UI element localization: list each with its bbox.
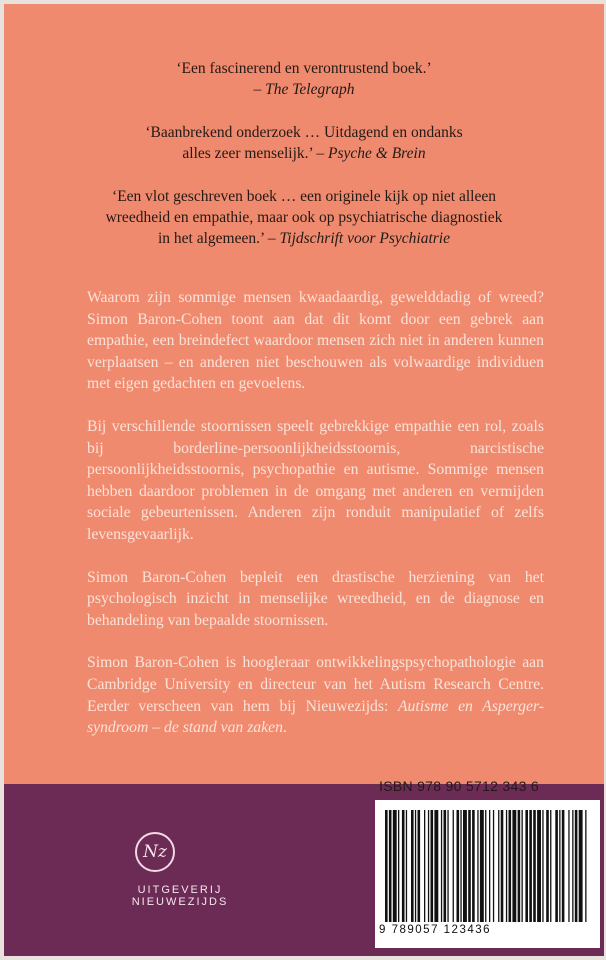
barcode-bar: [431, 810, 434, 922]
barcode-bar: [434, 810, 438, 922]
barcode-bar: [493, 810, 494, 922]
barcode-bar: [406, 810, 407, 922]
barcode-bar: [568, 810, 569, 922]
barcode-bar: [418, 810, 421, 922]
barcode-bar: [575, 810, 578, 922]
author-bio: Simon Baron-Cohen is hoogleraar ontwikkelingspsychopathologie aan Cambridge University en directeur van het Autism Research Centre. Eerder verscheen van hem bij Nieuwezijds: Autisme en Asperger-syndroom – de stand van zaken.: [87, 654, 544, 737]
barcode-bar: [542, 810, 543, 922]
quote-text: ‘Baanbrekend onderzoek … Uitdagend en ondanks: [145, 124, 463, 141]
quote-text: ‘Een fascinerend en verontrustend boek.’: [176, 60, 432, 77]
barcode-bar: [460, 810, 461, 922]
barcode-bar: [522, 810, 523, 922]
barcode-bar: [402, 810, 405, 922]
barcode-bar: [447, 810, 448, 922]
barcode-bar: [480, 810, 484, 922]
barcode-bar: [512, 810, 516, 922]
book-title-reference: Autisme en Asperger-syndroom – de stand van zaken: [87, 697, 544, 737]
description-paragraph: Simon Baron-Cohen bepleit een drastische herziening van het psychologisch inzicht in menselijke wreedheid, en de diagnose en behandeling van bepaalde stoornissen.: [87, 568, 544, 629]
barcode-bar: [501, 810, 504, 922]
barcode-bar: [498, 810, 499, 922]
barcode-bar: [457, 810, 460, 922]
barcode-bar: [441, 810, 442, 922]
barcode-bar: [518, 810, 521, 922]
barcode-bar: [453, 810, 454, 922]
barcode-bar: [506, 810, 507, 922]
barcode-bar: [472, 810, 475, 922]
quote-text: ‘Een vlot geschreven boek … een originele kijk op niet alleen: [112, 188, 496, 205]
publisher-logo-icon: Nz: [135, 832, 175, 872]
barcode-bar: [489, 810, 490, 922]
quote-tijdschrift: ‘Een vlot geschreven boek … een originele kijk op niet alleen wreedheid en empathie, maar ook op psychiatrische diagnostiek in het algemeen.’ – Tijdschrift voor Psychiatrie: [4, 186, 604, 249]
barcode-bar: [525, 810, 528, 922]
barcode-bar: [477, 810, 478, 922]
quote-source: The Telegraph: [265, 81, 355, 98]
barcode-bar: [562, 810, 565, 922]
quote-psyche-brein: ‘Baanbrekend onderzoek … Uitdagend en ondanks alles zeer menselijk.’ – Psyche & Brein: [4, 122, 604, 164]
barcode-bar: [415, 810, 416, 922]
description-paragraph: Bij verschillende stoornissen speelt gebrekkige empathie een rol, zoals bij borderline-persoonlijkheidsstoornis, narcistische persoonlijkheidsstoornis, psychopathie en autisme. Sommige mensen hebben daardoor problemen in de omgang met anderen en vermijden sociale gebeurtenissen. Anderen zijn ronduit manipulatief of zelfs levensgevaarlijk.: [87, 417, 544, 543]
quote-telegraph: ‘Een fascinerend en verontrustend boek.’ – The Telegraph: [4, 58, 604, 100]
barcode-bar: [428, 810, 429, 922]
barcode-bar: [546, 810, 549, 922]
barcode-bar: [509, 810, 512, 922]
quote-text: wreedheid en empathie, maar ook op psychiatrische diagnostiek: [105, 209, 503, 226]
barcode-bar: [463, 810, 467, 922]
barcode-bar: [444, 810, 447, 922]
barcode-bar: [393, 810, 397, 922]
isbn-label: ISBN 978 90 5712 343 6: [379, 778, 539, 794]
barcode-bar: [572, 810, 573, 922]
barcode-digits: 9 789057 123436: [379, 924, 492, 936]
barcode-bar: [579, 810, 583, 922]
barcode-bar: [555, 810, 558, 922]
quote-source: Psyche & Brein: [328, 145, 426, 162]
barcode-bar: [398, 810, 399, 922]
book-description: [87, 287, 544, 760]
barcode-bar: [537, 810, 541, 922]
barcode-bar: [411, 810, 414, 922]
barcode-bar: [529, 810, 532, 922]
barcode-bar: [424, 810, 425, 922]
description-paragraph: Waarom zijn sommige mensen kwaadaardig, gewelddadig of wreed? Simon Baron-Cohen toont aan dat dit komt door een gebrek aan empathie, een breindefect waardoor mensen zich niet in anderen kunnen verplaatsen – en anderen niet beschouwen als volwaardige individuen met eigen gedachten en gevoelens.: [87, 289, 544, 393]
barcode-bar: [485, 810, 486, 922]
publisher-name: UITGEVERIJ NIEUWEZIJDS: [131, 884, 229, 908]
quote-source: Tijdschrift voor Psychiatrie: [279, 230, 450, 247]
barcode-bar: [585, 810, 586, 922]
barcode-icon: [383, 810, 591, 922]
review-quotes: [4, 58, 604, 271]
barcode-bar: [389, 810, 392, 922]
barcode-bar: [533, 810, 536, 922]
barcode-bar: [385, 810, 388, 922]
barcode-bar: [559, 810, 560, 922]
barcode-bar: [468, 810, 471, 922]
barcode-bar: [550, 810, 551, 922]
